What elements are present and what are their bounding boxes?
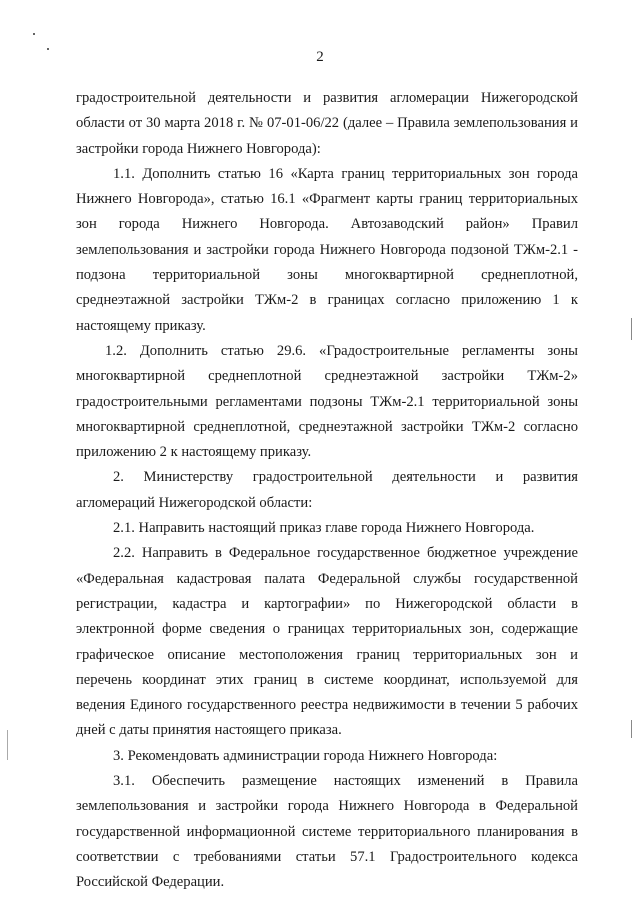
document-body [76, 86, 578, 896]
scan-edge-mark [631, 720, 632, 738]
paragraph-2: 2. Министерству градостроительной деятельности и развития агломераций Нижегородской области: [76, 469, 578, 511]
paragraph-1-1: 1.1. Дополнить статью 16 «Карта границ территориальных зон города Нижнего Новгорода», статью 16.1 «Фрагмент карты границ территориальных зон города Нижнего Новгорода. Автозаводский район» Правил землепользования и застройки города Нижнего Новгорода подзоной ТЖм-2.1 - подзона территориальной зоны многоквартирной среднеплотной, среднеэтажной застройки ТЖм-2 в границах согласно приложению 1 к настоящему приказу. [76, 165, 578, 334]
paragraph-2-2: 2.2. Направить в Федеральное государственное бюджетное учреждение «Федеральная кадастровая палата Федеральной службы государственной регистрации, кадастра и картографии» по Нижегородской области в электронной форме сведения о границах территориальных зон, содержащие графическое описание местоположения границ территориальных зон и перечень координат этих границ в системе координат, используемой для ведения Единого государственного реестра недвижимости в течении 5 рабочих дней с даты принятия настоящего приказа. [76, 545, 578, 739]
paragraph-3: 3. Рекомендовать администрации города Нижнего Новгорода: [113, 747, 498, 764]
paragraph-intro: градостроительной деятельности и развития агломерации Нижегородской области от 30 марта 2018 г. № 07-01-06/22 (далее – Правила землепользования и застройки города Нижнего Новгорода): [76, 90, 578, 157]
paragraph-3-1: 3.1. Обеспечить размещение настоящих изменений в Правила землепользования и застройки города Нижнего Новгорода в Федеральной государственной информационной системе территориального планирования в соответствии с требованиями статьи 57.1 Градостроительного кодекса Российской Федерации. [76, 773, 578, 891]
scan-speck [33, 33, 35, 35]
paragraph-1-2: 1.2. Дополнить статью 29.6. «Градостроительные регламенты зоны многоквартирной среднеплотной среднеэтажной застройки ТЖм-2» градостроительными регламентами подзоны ТЖм-2.1 территориальной зоны многоквартирной среднеплотной, среднеэтажной застройки ТЖм-2 согласно приложению 2 к настоящему приказу. [76, 342, 578, 461]
paragraph-2-1: 2.1. Направить настоящий приказ главе города Нижнего Новгорода. [113, 520, 535, 537]
scan-edge-mark [7, 730, 8, 760]
scan-edge-mark [631, 318, 632, 340]
page-number: 2 [316, 49, 324, 65]
